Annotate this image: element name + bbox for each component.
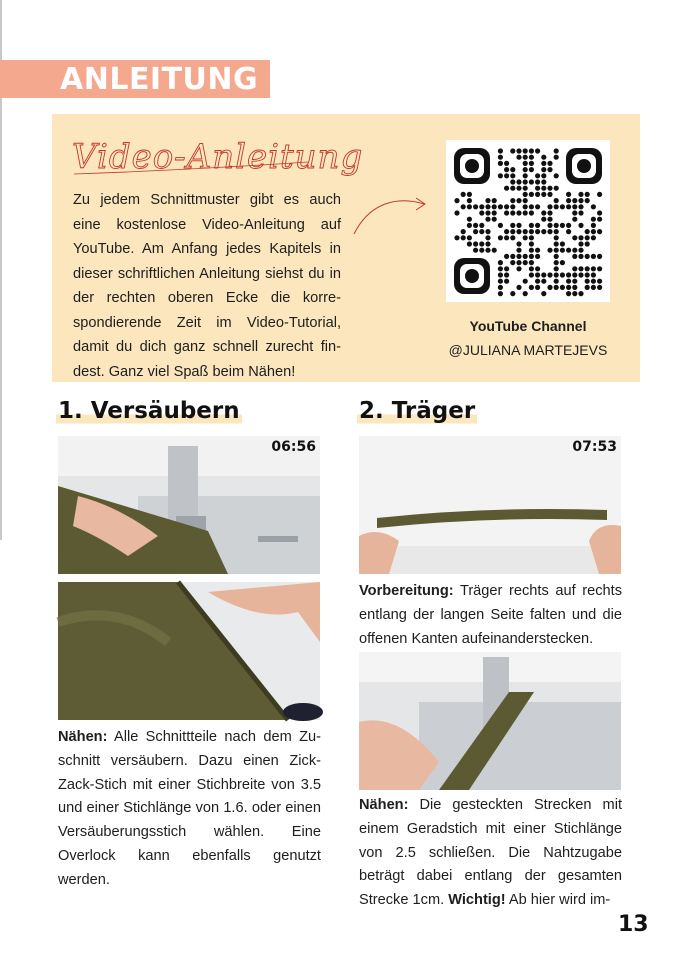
- page-number: 13: [618, 912, 649, 937]
- qr-dot: [523, 167, 528, 172]
- qr-dot: [572, 248, 577, 253]
- qr-dot: [591, 279, 596, 284]
- qr-dot: [510, 235, 515, 240]
- qr-dot: [554, 235, 559, 240]
- qr-dot: [504, 229, 509, 234]
- qr-dot: [467, 223, 472, 228]
- qr-dot: [591, 229, 596, 234]
- qr-dot: [585, 254, 590, 259]
- qr-dot: [454, 235, 459, 240]
- qr-dot: [504, 235, 509, 240]
- qr-dot: [485, 241, 490, 246]
- qr-dot: [461, 204, 466, 209]
- qr-dot: [529, 285, 534, 290]
- qr-dot: [585, 285, 590, 290]
- qr-dot: [560, 260, 565, 265]
- qr-dot: [529, 179, 534, 184]
- qr-dot: [523, 279, 528, 284]
- qr-dot: [523, 161, 528, 166]
- qr-dot: [560, 248, 565, 253]
- qr-dot: [547, 285, 552, 290]
- qr-dot: [535, 279, 540, 284]
- qr-dot: [454, 198, 459, 203]
- qr-dot: [498, 279, 503, 284]
- qr-dot: [516, 210, 521, 215]
- qr-dot: [554, 186, 559, 191]
- qr-dot: [547, 210, 552, 215]
- qr-dot: [547, 186, 552, 191]
- qr-dot: [498, 204, 503, 209]
- qr-dot: [566, 279, 571, 284]
- qr-dot: [541, 167, 546, 172]
- qr-dot: [461, 229, 466, 234]
- qr-dot: [498, 260, 503, 265]
- qr-dot: [554, 241, 559, 246]
- qr-dot: [529, 235, 534, 240]
- section2-sew-lead: Nähen:: [359, 797, 409, 813]
- qr-dot: [529, 204, 534, 209]
- qr-dot: [554, 148, 559, 153]
- qr-dot: [560, 204, 565, 209]
- qr-dot: [566, 192, 571, 197]
- qr-dot: [535, 186, 540, 191]
- qr-dot: [523, 204, 528, 209]
- qr-dot: [578, 192, 583, 197]
- qr-dot: [585, 279, 590, 284]
- qr-dot: [473, 241, 478, 246]
- qr-dot: [492, 204, 497, 209]
- qr-dot: [597, 229, 602, 234]
- qr-dot: [529, 155, 534, 160]
- qr-dot: [516, 260, 521, 265]
- qr-dot: [547, 204, 552, 209]
- photo-sewing-strap: [359, 652, 621, 790]
- qr-dot: [479, 210, 484, 215]
- qr-dot: [566, 285, 571, 290]
- qr-dot: [510, 173, 515, 178]
- qr-dot: [591, 235, 596, 240]
- section2-prep-lead: Vorbereitung:: [359, 583, 454, 599]
- qr-dot: [467, 241, 472, 246]
- qr-dot: [529, 260, 534, 265]
- qr-dot: [535, 179, 540, 184]
- qr-dot: [578, 204, 583, 209]
- qr-dot: [523, 155, 528, 160]
- section2-important-lead: Wichtig!: [448, 892, 506, 909]
- qr-dot: [523, 260, 528, 265]
- qr-dot: [541, 186, 546, 191]
- qr-dot: [510, 229, 515, 234]
- qr-dot: [572, 254, 577, 259]
- qr-dot: [597, 279, 602, 284]
- qr-dot: [529, 229, 534, 234]
- qr-dot: [554, 223, 559, 228]
- qr-dot: [479, 204, 484, 209]
- qr-dot: [585, 198, 590, 203]
- qr-dot: [504, 210, 509, 215]
- qr-dot: [572, 291, 577, 296]
- qr-dot: [461, 192, 466, 197]
- qr-dot: [516, 285, 521, 290]
- section1-lead: Nähen:: [58, 729, 108, 745]
- qr-dot: [529, 148, 534, 153]
- qr-dot: [523, 291, 528, 296]
- svg-text:Video-Anleitung: Video-Anleitung: [72, 137, 364, 177]
- qr-dot: [516, 186, 521, 191]
- qr-dot: [541, 291, 546, 296]
- qr-dot: [541, 161, 546, 166]
- page-title: ANLEITUNG: [60, 62, 259, 97]
- qr-dot: [485, 248, 490, 253]
- qr-dot: [523, 179, 528, 184]
- qr-dot: [535, 173, 540, 178]
- qr-dot: [578, 223, 583, 228]
- qr-dot: [479, 241, 484, 246]
- qr-dot: [529, 161, 534, 166]
- qr-dot: [578, 198, 583, 203]
- qr-dot: [529, 272, 534, 277]
- qr-dot: [541, 155, 546, 160]
- qr-dot: [566, 272, 571, 277]
- qr-dot: [473, 229, 478, 234]
- qr-dot: [516, 179, 521, 184]
- qr-dot: [498, 148, 503, 153]
- qr-dot: [467, 235, 472, 240]
- qr-dot: [479, 248, 484, 253]
- qr-dot: [492, 198, 497, 203]
- qr-dot: [585, 241, 590, 246]
- qr-dot: [498, 161, 503, 166]
- qr-dot: [572, 217, 577, 222]
- qr-dot: [597, 192, 602, 197]
- section2-important-body: Ab hier wird im-: [505, 892, 611, 909]
- photo-serging-fabric: [58, 436, 320, 574]
- qr-dot: [535, 266, 540, 271]
- qr-dot: [566, 248, 571, 253]
- qr-dot: [504, 266, 509, 271]
- qr-dot: [554, 260, 559, 265]
- qr-dot: [516, 241, 521, 246]
- qr-dot: [498, 235, 503, 240]
- qr-dot: [473, 204, 478, 209]
- qr-dot: [523, 229, 528, 234]
- qr-dot: [535, 192, 540, 197]
- qr-dot: [566, 198, 571, 203]
- qr-dot: [510, 210, 515, 215]
- qr-dot: [498, 272, 503, 277]
- qr-dot: [523, 173, 528, 178]
- qr-dot: [578, 241, 583, 246]
- qr-dot: [504, 186, 509, 191]
- qr-dot: [535, 285, 540, 290]
- qr-dot: [529, 254, 534, 259]
- qr-dot: [566, 229, 571, 234]
- qr-dot: [572, 279, 577, 284]
- qr-dot: [597, 266, 602, 271]
- qr-dot: [498, 173, 503, 178]
- qr-dot: [566, 204, 571, 209]
- qr-dot: [516, 148, 521, 153]
- qr-dot: [473, 248, 478, 253]
- qr-dot: [572, 198, 577, 203]
- qr-dot: [578, 266, 583, 271]
- section2-prep-text: [359, 580, 622, 651]
- qr-dot: [498, 223, 503, 228]
- qr-dot: [485, 235, 490, 240]
- qr-dot: [510, 198, 515, 203]
- qr-dot: [467, 198, 472, 203]
- qr-dot: [591, 223, 596, 228]
- qr-dot: [554, 155, 559, 160]
- qr-dot: [485, 210, 490, 215]
- qr-dot: [504, 167, 509, 172]
- qr-dot: [591, 266, 596, 271]
- qr-dot: [547, 223, 552, 228]
- arrow-icon: [350, 190, 430, 240]
- qr-dot: [523, 254, 528, 259]
- qr-dot: [572, 266, 577, 271]
- qr-dot: [541, 173, 546, 178]
- qr-dot: [485, 217, 490, 222]
- qr-dot: [529, 248, 534, 253]
- qr-code-card[interactable]: [446, 140, 610, 302]
- qr-dot: [585, 235, 590, 240]
- qr-dot: [498, 266, 503, 271]
- qr-dot: [523, 186, 528, 191]
- section2-prep-body: Träger rechts auf rechts entlang der langen Seite falten und die offenen Kanten aufeinanderstecken.: [359, 583, 622, 647]
- qr-dot: [504, 173, 509, 178]
- qr-dot: [467, 192, 472, 197]
- video-anleitung-script-title: [70, 124, 364, 184]
- qr-dot: [578, 254, 583, 259]
- timestamp-section1: 06:56: [271, 439, 316, 455]
- qr-dot: [572, 235, 577, 240]
- qr-dot: [547, 192, 552, 197]
- qr-dot: [541, 192, 546, 197]
- qr-dot: [485, 229, 490, 234]
- qr-dot: [516, 155, 521, 160]
- qr-dot: [510, 148, 515, 153]
- qr-dot: [504, 254, 509, 259]
- qr-dot: [597, 254, 602, 259]
- qr-dot: [529, 167, 534, 172]
- qr-dot: [585, 229, 590, 234]
- qr-dot: [554, 279, 559, 284]
- qr-dot: [591, 285, 596, 290]
- qr-dot: [541, 179, 546, 184]
- qr-dot: [547, 248, 552, 253]
- qr-dot: [547, 229, 552, 234]
- qr-dot: [479, 229, 484, 234]
- qr-dot: [535, 248, 540, 253]
- qr-dot: [516, 248, 521, 253]
- qr-dot: [535, 204, 540, 209]
- qr-dot: [578, 235, 583, 240]
- qr-dot: [498, 285, 503, 290]
- qr-dot: [479, 223, 484, 228]
- qr-dot: [529, 210, 534, 215]
- qr-dot: [485, 198, 490, 203]
- qr-dot: [535, 223, 540, 228]
- qr-dot: [504, 161, 509, 166]
- qr-dot: [510, 167, 515, 172]
- qr-dot: [554, 285, 559, 290]
- qr-dot: [578, 210, 583, 215]
- qr-dot: [585, 192, 590, 197]
- qr-dot: [498, 291, 503, 296]
- qr-dot: [535, 254, 540, 259]
- timestamp-section2: 07:53: [572, 439, 617, 455]
- qr-dot: [473, 223, 478, 228]
- qr-dot: [461, 235, 466, 240]
- qr-dot: [554, 229, 559, 234]
- qr-dot: [523, 235, 528, 240]
- qr-dot: [498, 155, 503, 160]
- qr-dot: [510, 179, 515, 184]
- qr-dot: [523, 148, 528, 153]
- qr-dot: [554, 204, 559, 209]
- qr-dot: [585, 266, 590, 271]
- qr-dot: [591, 272, 596, 277]
- photo-strap-fabric: [359, 436, 621, 574]
- qr-dot: [566, 223, 571, 228]
- qr-dot: [560, 241, 565, 246]
- qr-dot: [529, 192, 534, 197]
- qr-dot: [578, 248, 583, 253]
- qr-dot: [572, 272, 577, 277]
- qr-dot: [535, 272, 540, 277]
- qr-dot: [535, 229, 540, 234]
- photo-fabric-edge-closeup: [58, 582, 320, 720]
- qr-dot: [566, 291, 571, 296]
- section1-text: [58, 726, 321, 893]
- qr-dot: [454, 210, 459, 215]
- qr-dot: [510, 260, 515, 265]
- qr-dot: [554, 173, 559, 178]
- qr-dot: [523, 210, 528, 215]
- qr-dot: [492, 248, 497, 253]
- qr-dot: [597, 217, 602, 222]
- youtube-channel-label: YouTube Channel: [469, 318, 587, 334]
- qr-dot: [597, 285, 602, 290]
- qr-dot: [547, 161, 552, 166]
- qr-dot: [572, 210, 577, 215]
- qr-dot: [504, 279, 509, 284]
- qr-dot: [578, 291, 583, 296]
- video-description: Zu jedem Schnittmuster gibt es auch eine kostenlose Video-Anleitung auf YouTube. Am Anfang jedes Kapitels in dieser schriftlichen Anleitung siehst du in der rechten oberen Ecke die korrespondierende Zeit im Video-Tutorial, damit du dich ganz schnell zurecht findest. Ganz viel Spaß beim Nähen!: [73, 192, 341, 380]
- qr-dot: [560, 285, 565, 290]
- qr-dot: [523, 192, 528, 197]
- qr-dot: [510, 204, 515, 209]
- section2-sew-body: Die gesteckten Strecken mit einem Geradstich mit einer Stichlänge von 2.5 schließen. Die Nahtzugabe beträgt dabei entlang der gesamten Strecke 1cm.: [359, 797, 622, 909]
- qr-dot: [529, 241, 534, 246]
- qr-dot: [492, 217, 497, 222]
- qr-dot: [560, 223, 565, 228]
- qr-dot: [516, 229, 521, 234]
- qr-dot: [591, 217, 596, 222]
- qr-dot: [572, 285, 577, 290]
- qr-dot: [492, 210, 497, 215]
- qr-dot: [516, 254, 521, 259]
- qr-dot: [523, 198, 528, 203]
- qr-dot: [541, 279, 546, 284]
- qr-dot: [578, 272, 583, 277]
- youtube-channel-handle: @JULIANA MARTEJEVS: [448, 342, 608, 358]
- qr-dot: [504, 204, 509, 209]
- qr-dot: [529, 223, 534, 228]
- qr-dot: [510, 291, 515, 296]
- qr-dot: [591, 204, 596, 209]
- qr-dot: [560, 272, 565, 277]
- qr-dot: [510, 186, 515, 191]
- qr-dot: [529, 266, 534, 271]
- qr-dot: [535, 148, 540, 153]
- qr-dot: [516, 198, 521, 203]
- qr-dot: [597, 210, 602, 215]
- qr-dot: [554, 272, 559, 277]
- qr-dot: [572, 204, 577, 209]
- qr-dot: [547, 272, 552, 277]
- qr-dot: [516, 266, 521, 271]
- section1-body: Alle Schnittteile nach dem Zuschnitt versäubern. Dazu einen Zick-Zack-Stich mit einer Stichbreite von 3.5 und einer Stichlänge von 1.6. oder einen Versäuberungsstich wählen. Eine Overlock kann ebenfalls genutzt werden.: [58, 729, 321, 888]
- qr-dot: [485, 204, 490, 209]
- qr-dot: [554, 198, 559, 203]
- qr-dot: [541, 210, 546, 215]
- qr-dot: [585, 272, 590, 277]
- qr-code-icon[interactable]: [454, 148, 602, 294]
- qr-dot: [554, 266, 559, 271]
- qr-dot: [547, 217, 552, 222]
- qr-dot: [547, 167, 552, 172]
- section-title-traeger: 2. Träger: [359, 398, 476, 424]
- qr-dot: [554, 254, 559, 259]
- qr-dot: [510, 254, 515, 259]
- qr-dot: [504, 272, 509, 277]
- qr-dot: [510, 223, 515, 228]
- qr-dot: [467, 217, 472, 222]
- qr-dot: [516, 223, 521, 228]
- qr-dot: [467, 204, 472, 209]
- qr-dot: [591, 254, 596, 259]
- section-title-versaeubern: 1. Versäubern: [58, 398, 240, 424]
- qr-dot: [541, 229, 546, 234]
- qr-dot: [541, 272, 546, 277]
- section2-sew-text: [359, 794, 622, 913]
- qr-dot: [554, 248, 559, 253]
- qr-dot: [541, 217, 546, 222]
